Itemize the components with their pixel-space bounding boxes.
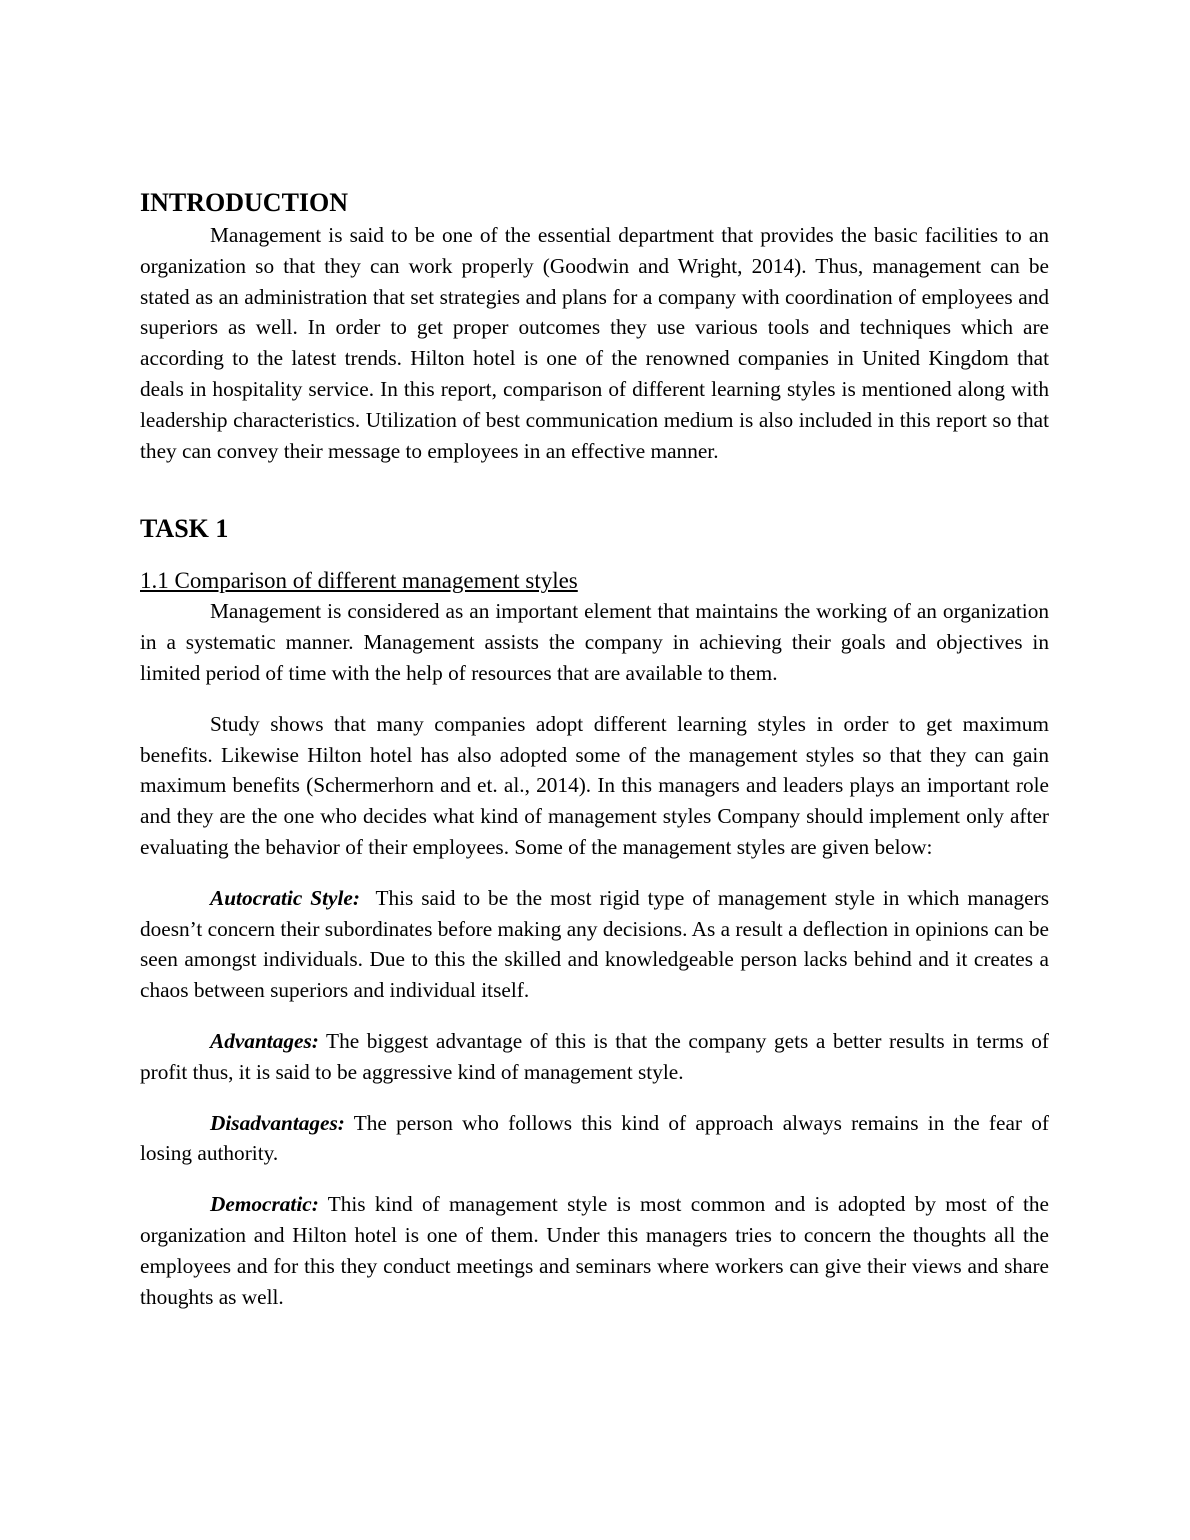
autocratic-label: Autocratic Style: <box>210 885 360 910</box>
disadvantages-text: The person who follows this kind of approach always remains in the fear of losing authority. <box>140 1110 1049 1166</box>
document-page <box>140 186 1049 1312</box>
autocratic-paragraph <box>140 883 1049 1006</box>
introduction-paragraph: Management is said to be one of the essential department that provides the basic facilities to an organization so that they can work properly (Goodwin and Wright, 2014). Thus, management can be stated as an administration that set strategies and plans for a company with coordination of employees and superiors as well. In order to get proper outcomes they use various tools and techniques which are according to the latest trends. Hilton hotel is one of the renowned companies in United Kingdom that deals in hospitality service. In this report, comparison of different learning styles is mentioned along with leadership characteristics. Utilization of best communication medium is also included in this report so that they can convey their message to employees in an effective manner. <box>140 223 1049 463</box>
management-paragraph: Management is considered as an important element that maintains the working of an organization in a systematic manner. Management assists the company in achieving their goals and objectives in limited period of time with the help of resources that are available to them. <box>140 599 1049 685</box>
introduction-heading: INTRODUCTION <box>140 188 349 217</box>
disadvantages-paragraph <box>140 1108 1049 1170</box>
study-paragraph: Study shows that many companies adopt different learning styles in order to get maximum benefits. Likewise Hilton hotel has also adopted some of the management styles so that they can gain maximum benefits (Schermerhorn and et. al., 2014). In this managers and leaders plays an important role and they are the one who decides what kind of management styles Company should implement only after evaluating the behavior of their employees. Some of the management styles are given below: <box>140 711 1049 859</box>
advantages-paragraph <box>140 1026 1049 1088</box>
democratic-paragraph <box>140 1189 1049 1312</box>
task-1-heading: TASK 1 <box>140 514 229 544</box>
advantages-label: Advantages: <box>210 1028 319 1053</box>
advantages-text: The biggest advantage of this is that the company gets a better results in terms of profit thus, it is said to be aggressive kind of management style. <box>140 1028 1049 1084</box>
autocratic-text: This said to be the most rigid type of management style in which managers doesn’t concern their subordinates before making any decisions. As a result a deflection in opinions can be seen amongst individuals. Due to this the skilled and knowledgeable person lacks behind and it creates a chaos between superiors and individual itself. <box>140 885 1049 1003</box>
section-1-1-title: 1.1 Comparison of different management styles <box>140 568 578 594</box>
democratic-label: Democratic: <box>210 1192 319 1217</box>
disadvantages-label: Disadvantages: <box>210 1110 345 1135</box>
democratic-text: This kind of management style is most common and is adopted by most of the organization and Hilton hotel is one of them. Under this managers tries to concern the thoughts all the employees and for this they conduct meetings and seminars where workers can give their views and share thoughts as well. <box>140 1192 1049 1309</box>
